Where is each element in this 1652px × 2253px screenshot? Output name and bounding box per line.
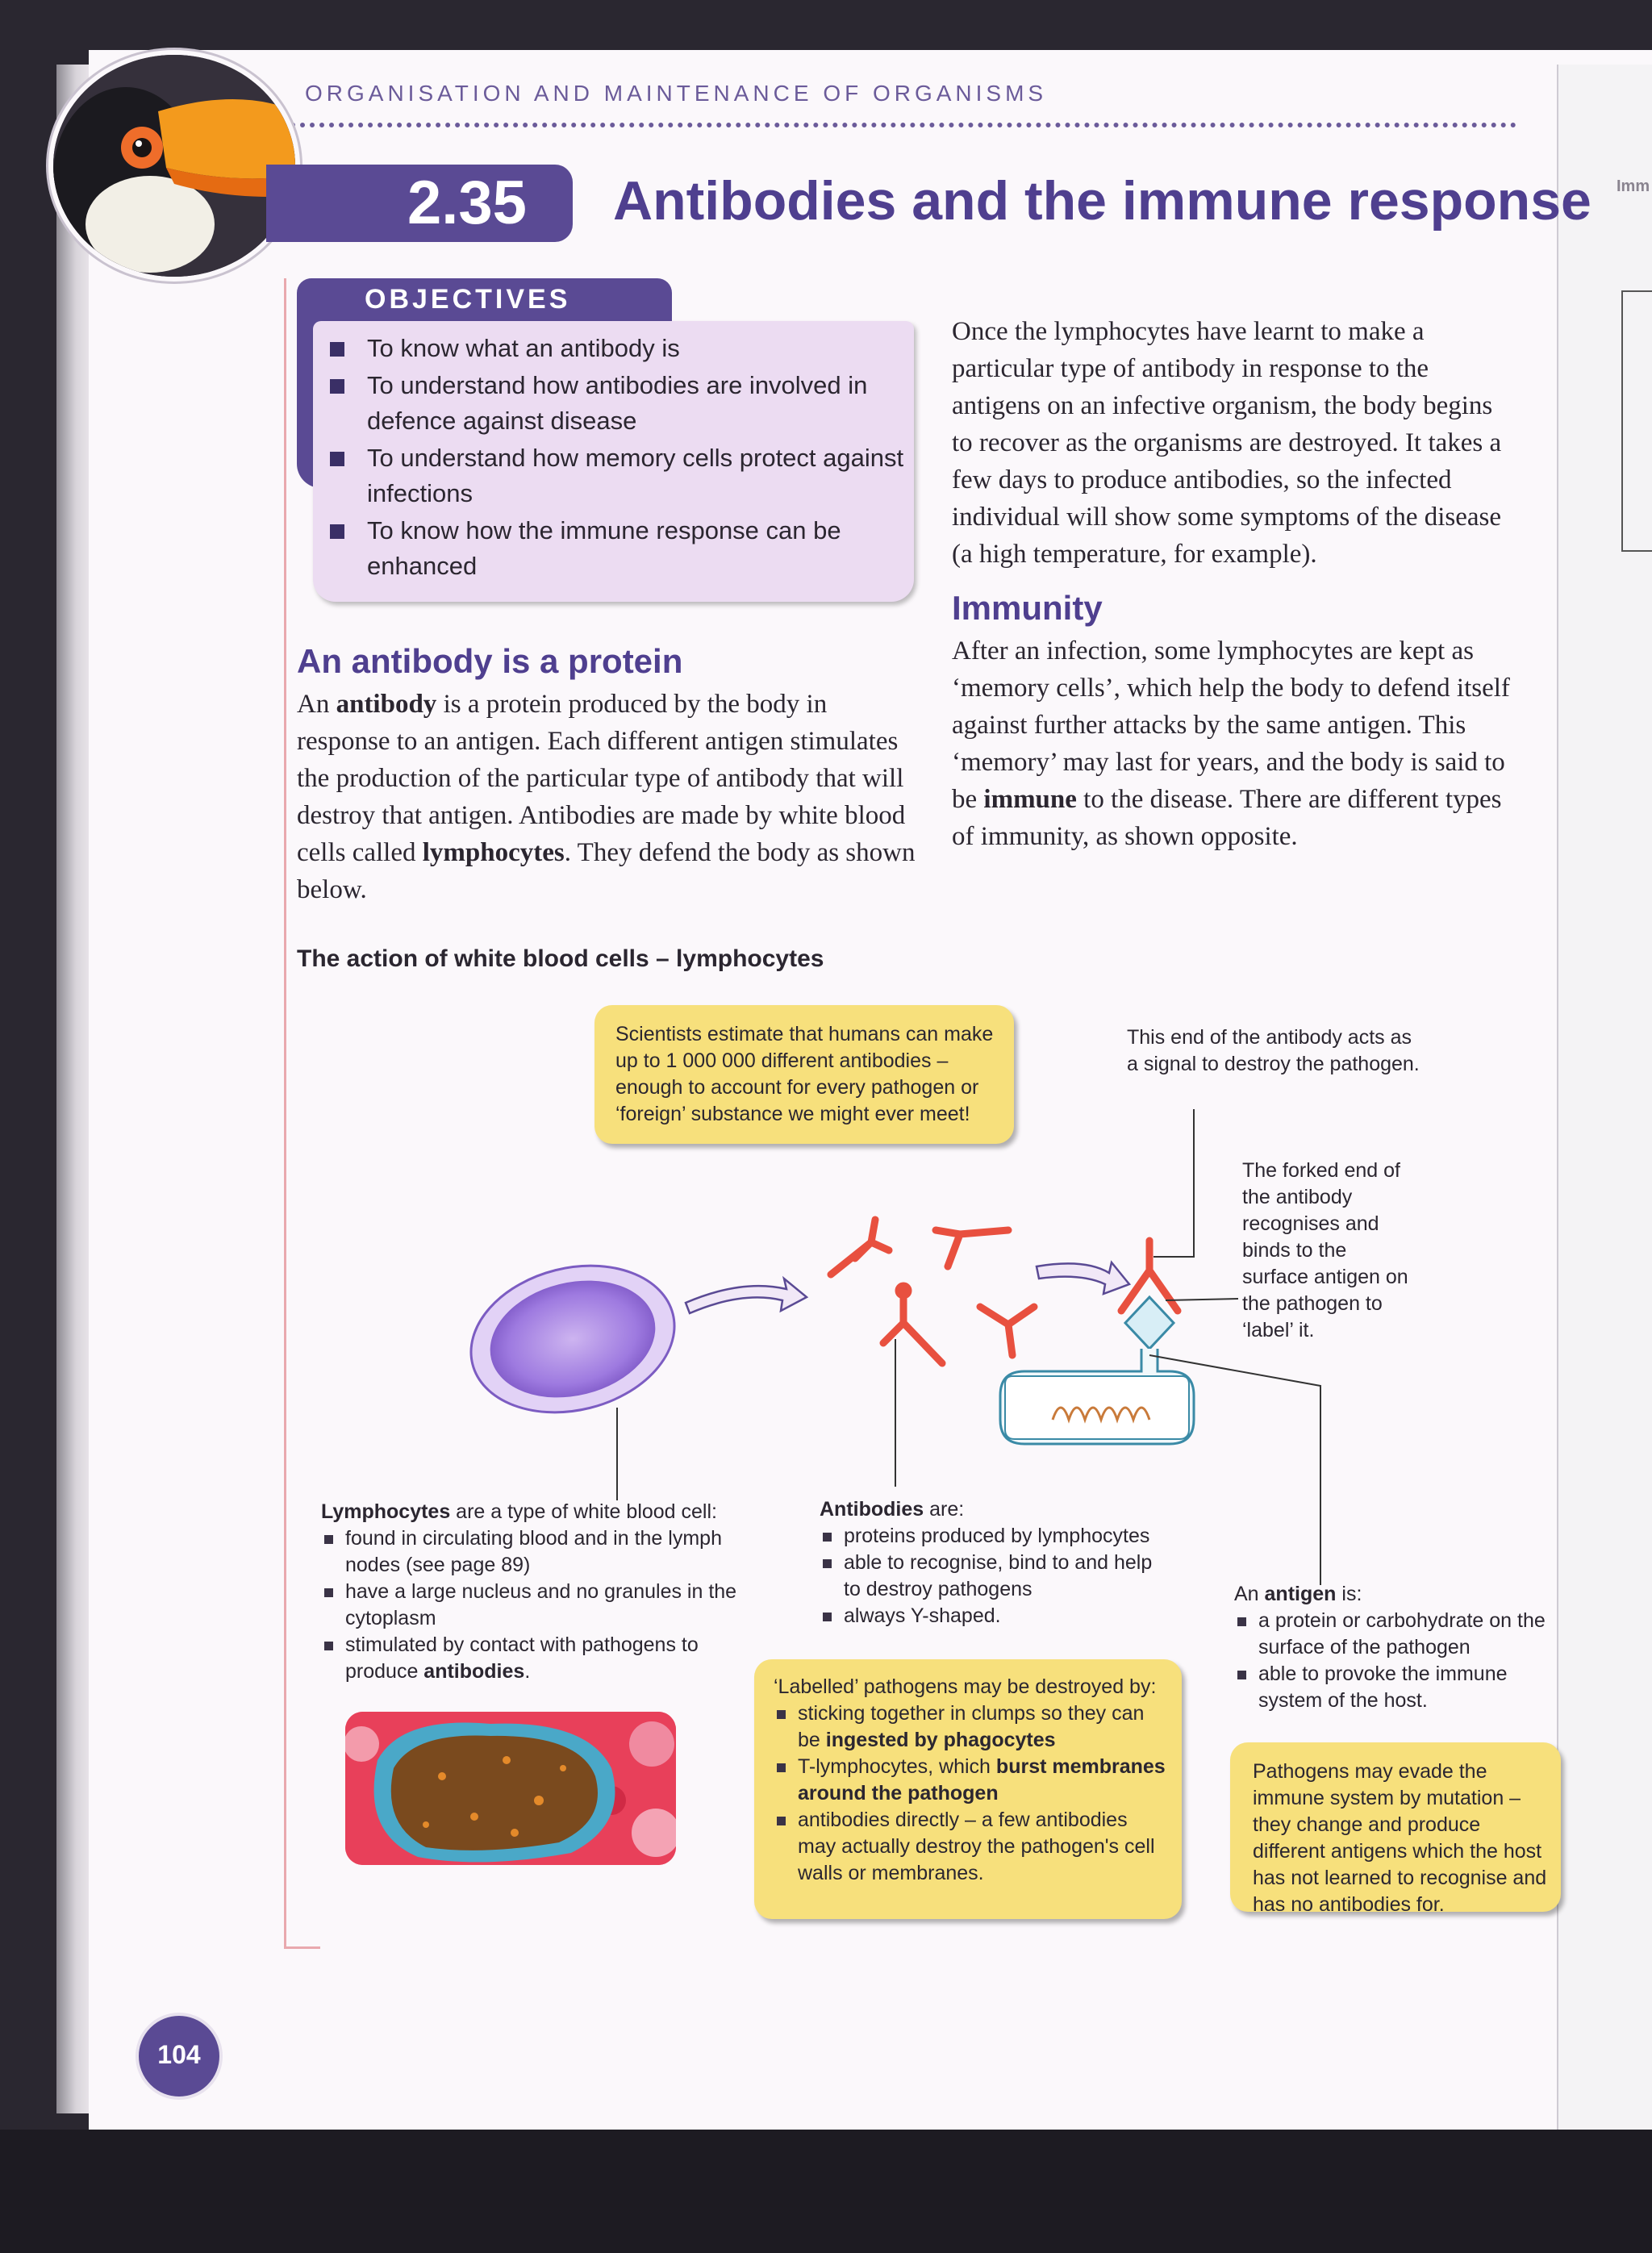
antibodies-term-label: Antibodies <box>820 1498 924 1521</box>
list-item: have a large nucleus and no granules in the cytoplasm <box>321 1579 740 1632</box>
lymphocytes-term: lymphocytes <box>422 838 565 867</box>
immunity-text-1: After an infection, some lymphocytes are kept as ‘memory cells’, which help the body to defend itself against further attacks by the same antigen. This ‘memory’ may last for years, and the body is said to be <box>952 636 1510 814</box>
scientists-note-text: Scientists estimate that humans can make up to 1 000 000 different antibodies – enough to account for every pathogen or ‘foreign’ substance we might ever meet! <box>615 1023 994 1125</box>
list-item-bold: ingested by phagocytes <box>825 1729 1056 1751</box>
list-item-bold: burst membranes around the pathogen <box>798 1755 1166 1804</box>
objective-item: To understand how antibodies are involved in defence against disease <box>327 368 907 439</box>
list-item: a protein or carbohydrate on the surface of the pathogen <box>1234 1608 1557 1661</box>
list-item <box>774 1700 1169 1754</box>
lymphocyte-cell-icon <box>456 1245 690 1433</box>
antigen-label <box>1234 1581 1557 1714</box>
lymphocytes-label <box>321 1499 740 1685</box>
lymphocytes-term-label: Lymphocytes <box>321 1500 451 1523</box>
antibody-heading: An antibody is a protein <box>297 642 683 680</box>
objective-item: To know what an antibody is <box>327 331 907 366</box>
antigen-after-text: is: <box>1336 1583 1362 1605</box>
list-item: able to provoke the immune system of the host. <box>1234 1661 1557 1714</box>
labelled-note-content <box>774 1674 1169 1887</box>
forked-end-label: The forked end of the antibody recognises and binds to the surface antigen on the pathogen to ‘label’ it. <box>1242 1159 1408 1341</box>
immunity-heading: Immunity <box>952 589 1103 627</box>
page-number: 104 <box>157 2040 201 2069</box>
antibody-text-3: . They defend the body as shown below. <box>297 838 916 904</box>
section-number: 2.35 <box>407 169 527 237</box>
antibodies-label <box>820 1496 1174 1629</box>
antigen-term: antigen <box>1264 1583 1337 1605</box>
page-number-badge <box>136 2013 223 2100</box>
chapter-topic: ORGANISATION AND MAINTENANCE OF ORGANISMS <box>305 81 1048 106</box>
list-item: antibodies directly – a few antibodies may actually destroy the pathogen's cell walls or membranes. <box>774 1807 1169 1887</box>
page-title: Antibodies and the immune response <box>613 170 1592 232</box>
list-item <box>774 1754 1169 1807</box>
antibodies-intro-text: are: <box>924 1498 965 1521</box>
list-item-end: . <box>524 1660 531 1683</box>
signal-end-label: This end of the antibody acts as a signal to destroy the pathogen. <box>1127 1026 1420 1075</box>
antibodies-list <box>820 1523 1174 1629</box>
objective-item: To know how the immune response can be enhanced <box>327 513 907 584</box>
pathogen-icon <box>1000 1297 1194 1444</box>
evade-note-text: Pathogens may evade the immune system by mutation – they change and produce different antigens which the host has not learned to recognise and has no antibodies for. <box>1253 1760 1547 1916</box>
lymphocyte-micrograph <box>345 1712 676 1865</box>
figure-caption: The action of white blood cells – lymphocytes <box>297 945 824 972</box>
list-item-text: sticking together in clumps so they can be <box>798 1702 1145 1751</box>
opposite-page-fragment: Imm <box>1617 177 1650 195</box>
immunity-text-2: to the disease. There are different types of immunity, as shown opposite. <box>952 785 1502 851</box>
list-item: always Y-shaped. <box>820 1603 1174 1629</box>
antibody-text-1: An <box>297 690 336 719</box>
lymphocytes-list <box>321 1525 740 1685</box>
lymphocytes-intro <box>321 1499 740 1525</box>
scan-background <box>0 2130 1652 2253</box>
labelled-note-list <box>774 1700 1169 1887</box>
list-item: found in circulating blood and in the lymph nodes (see page 89) <box>321 1525 740 1579</box>
antigen-intro-text: An <box>1234 1583 1265 1605</box>
list-item-text: T-lymphocytes, which <box>798 1755 996 1778</box>
antigen-intro <box>1234 1581 1557 1608</box>
antibody-text-2: is a protein produced by the body in response to an antigen. Each different antigen stimulates the production of the particular type of antibody that will destroy that antigen. Antibodies are made by white blood cells called <box>297 690 906 867</box>
labelled-pathogens-note <box>754 1659 1182 1919</box>
lymphocytes-intro-text: are a type of white blood cell: <box>450 1500 717 1523</box>
list-item <box>321 1632 740 1685</box>
antigen-list <box>1234 1608 1557 1714</box>
scientists-note <box>594 1005 1014 1144</box>
immune-term: immune <box>983 785 1077 814</box>
labelled-note-intro: ‘Labelled’ pathogens may be destroyed by: <box>774 1675 1157 1698</box>
objectives-heading: OBJECTIVES <box>365 284 571 315</box>
antibody-icon <box>831 1220 1178 1363</box>
antibody-term: antibody <box>336 690 437 719</box>
list-item: able to recognise, bind to and help to destroy pathogens <box>820 1550 1174 1603</box>
list-item-text: stimulated by contact with pathogens to produce <box>345 1633 699 1683</box>
list-item: proteins produced by lymphocytes <box>820 1523 1174 1550</box>
evade-note <box>1230 1742 1561 1916</box>
recovery-paragraph: Once the lymphocytes have learnt to make a particular type of antibody in response to the antigens on an infective organism, the body begins to recover as the organisms are destroyed. It takes a few days to produce antibodies, so the infected individual will show some symptoms of the disease (a high temperature, for example). <box>952 317 1502 569</box>
antibodies-intro <box>820 1496 1174 1523</box>
antibodies-bold: antibodies <box>423 1660 525 1683</box>
objective-item: To understand how memory cells protect against infections <box>327 440 907 511</box>
